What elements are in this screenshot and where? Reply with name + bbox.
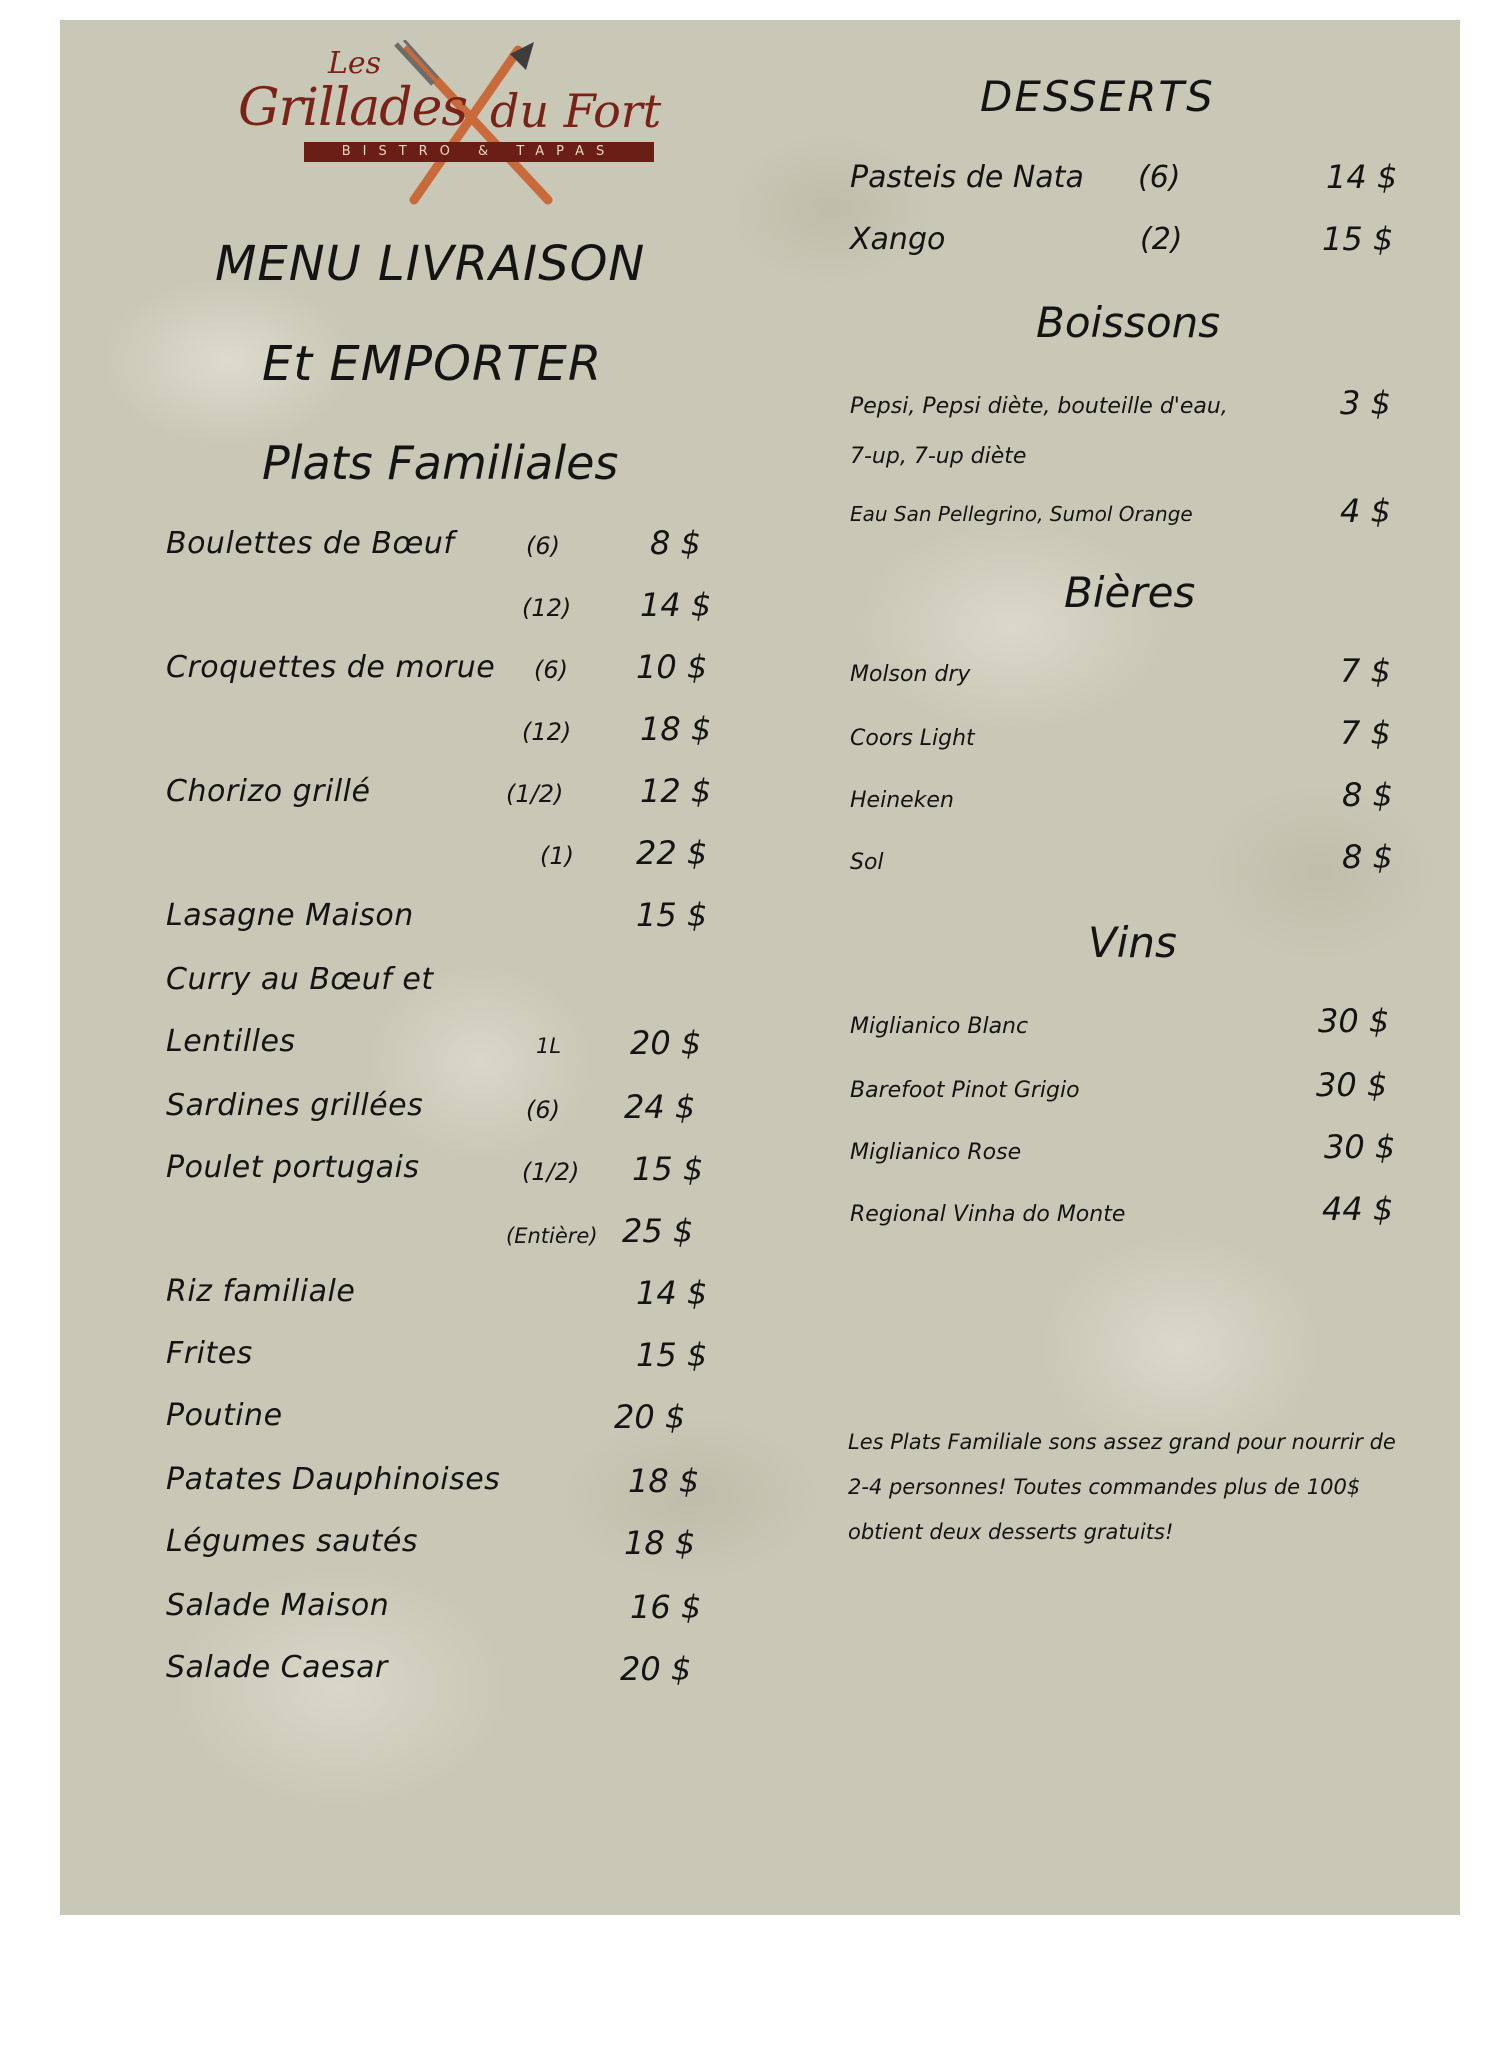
plat-name: Salade Caesar	[166, 1650, 388, 1685]
boisson-name: 7-up, 7-up diète	[850, 444, 1027, 469]
plat-price: 20 $	[614, 1398, 686, 1436]
biere-name: Coors Light	[850, 726, 975, 751]
plat-name: Salade Maison	[166, 1588, 390, 1623]
bieres-heading: Bières	[1064, 568, 1196, 617]
plat-name: Sardines grillées	[166, 1088, 424, 1123]
plat-name: Curry au Bœuf et	[166, 962, 434, 997]
plat-qty: (12)	[522, 718, 572, 746]
plat-price: 15 $	[636, 896, 708, 934]
plat-price: 14 $	[640, 586, 712, 624]
biere-name: Sol	[850, 850, 884, 875]
biere-price: 7 $	[1340, 652, 1391, 690]
plat-price: 25 $	[622, 1212, 694, 1250]
plat-price: 15 $	[636, 1336, 708, 1374]
plat-price: 18 $	[624, 1524, 696, 1562]
plat-qty: (1/2)	[506, 780, 564, 808]
plat-price: 10 $	[636, 648, 708, 686]
plat-name: Lasagne Maison	[166, 898, 414, 933]
plat-qty: 1L	[536, 1034, 562, 1058]
plat-name: Poutine	[166, 1398, 283, 1433]
plat-name: Patates Dauphinoises	[166, 1462, 501, 1497]
vin-price: 30 $	[1324, 1128, 1396, 1166]
dessert-price: 14 $	[1326, 158, 1398, 196]
logo-subtitle: BISTRO & TAPAS	[341, 144, 617, 159]
plat-qty: (6)	[526, 1096, 560, 1124]
plat-price: 22 $	[636, 834, 708, 872]
desserts-heading: DESSERTS	[980, 72, 1215, 121]
plat-price: 18 $	[628, 1462, 700, 1500]
plat-price: 20 $	[630, 1024, 702, 1062]
plat-qty: (6)	[534, 656, 568, 684]
plat-name: Poulet portugais	[166, 1150, 420, 1185]
plat-qty: (1/2)	[522, 1158, 580, 1186]
logo-les: Les	[328, 46, 382, 81]
plat-price: 14 $	[636, 1274, 708, 1312]
vin-name: Miglianico Rose	[850, 1140, 1022, 1165]
boisson-name: Eau San Pellegrino, Sumol Orange	[850, 502, 1193, 526]
family-plates-note: Les Plats Familiale sons assez grand pour nourrir de 2-4 personnes! Toutes commandes plus de 100$ obtient deux desserts gratuits!	[848, 1430, 1396, 1544]
logo-du-fort: du Fort	[490, 84, 662, 138]
vin-name: Barefoot Pinot Grigio	[850, 1078, 1080, 1103]
plat-qty: (6)	[526, 532, 560, 560]
plats-heading: Plats Familiales	[262, 436, 619, 490]
logo-grillades: Grillades	[238, 78, 468, 138]
biere-price: 8 $	[1342, 776, 1393, 814]
vin-price: 30 $	[1316, 1066, 1388, 1104]
plat-name: Lentilles	[166, 1024, 296, 1059]
vin-name: Regional Vinha do Monte	[850, 1202, 1126, 1227]
plat-price: 20 $	[620, 1650, 692, 1688]
title-line-2: Et EMPORTER	[262, 336, 603, 392]
vin-name: Miglianico Blanc	[850, 1014, 1029, 1039]
plat-price: 16 $	[630, 1588, 702, 1626]
biere-price: 8 $	[1342, 838, 1393, 876]
restaurant-logo	[228, 40, 668, 210]
plat-qty: (Entière)	[506, 1224, 598, 1248]
plat-price: 24 $	[624, 1088, 696, 1126]
vins-heading: Vins	[1088, 918, 1177, 967]
boisson-price: 3 $	[1340, 384, 1391, 422]
plat-qty: (1)	[540, 842, 574, 870]
plat-name: Frites	[166, 1336, 253, 1371]
dessert-name: Pasteis de Nata	[850, 160, 1084, 195]
title-line-1: MENU LIVRAISON	[215, 236, 646, 292]
plat-price: 18 $	[640, 710, 712, 748]
plat-name: Boulettes de Bœuf	[166, 526, 455, 561]
biere-price: 7 $	[1340, 714, 1391, 752]
plat-name: Chorizo grillé	[166, 774, 371, 809]
plat-name: Légumes sautés	[166, 1524, 418, 1559]
plat-price: 15 $	[632, 1150, 704, 1188]
dessert-price: 15 $	[1322, 220, 1394, 258]
boisson-price: 4 $	[1340, 492, 1391, 530]
plat-price: 12 $	[640, 772, 712, 810]
dessert-name: Xango	[850, 222, 946, 257]
biere-name: Heineken	[850, 788, 954, 813]
dessert-qty: (6)	[1138, 160, 1181, 195]
plat-name: Riz familiale	[166, 1274, 356, 1309]
dessert-qty: (2)	[1140, 222, 1183, 257]
plat-qty: (12)	[522, 594, 572, 622]
vin-price: 30 $	[1318, 1002, 1390, 1040]
boisson-name: Pepsi, Pepsi diète, bouteille d'eau,	[850, 394, 1228, 419]
boissons-heading: Boissons	[1036, 298, 1221, 347]
biere-name: Molson dry	[850, 662, 971, 687]
plat-name: Croquettes de morue	[166, 650, 496, 685]
vin-price: 44 $	[1322, 1190, 1394, 1228]
plat-price: 8 $	[650, 524, 701, 562]
